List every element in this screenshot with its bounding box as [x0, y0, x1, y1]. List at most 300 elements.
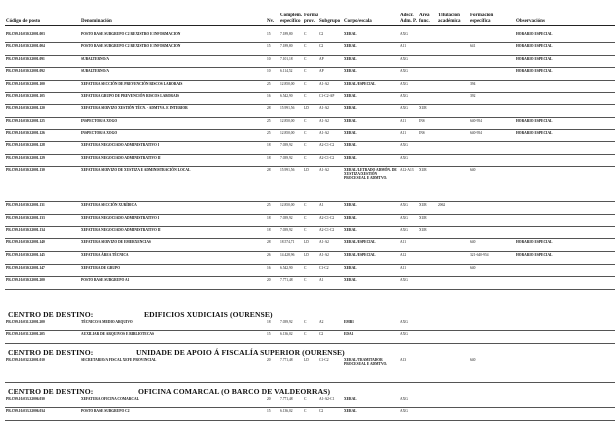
cell-adscr: AXG	[399, 142, 418, 155]
table-row	[5, 93, 615, 105]
cell-corpo: XERAL	[343, 93, 399, 105]
cell-denominacion: POSTO BASE SUBGRUPO C2 REXISTRO E INFORMACION	[80, 31, 266, 43]
cell-nv: 15	[266, 331, 279, 344]
cell-area	[418, 331, 437, 344]
cell-formacion: 640	[469, 239, 515, 252]
cell-forma: C	[303, 56, 318, 68]
cell-denominacion: POSTO BASE SUBGRUPO C2	[80, 408, 266, 421]
cell-titulacion	[437, 68, 469, 81]
cell-area	[418, 155, 437, 167]
cell-area	[418, 56, 437, 68]
cell-adscr: A11	[399, 118, 418, 130]
cell-forma: C	[303, 227, 318, 239]
cell-area	[418, 408, 437, 421]
cell-observacions	[515, 227, 615, 239]
section-title	[8, 348, 345, 357]
cell-formacion	[469, 277, 515, 290]
header-corpo: Corpo/escala	[343, 13, 399, 26]
cell-complem: 6.136,02	[279, 408, 303, 421]
cell-adscr: AXG	[399, 215, 418, 227]
cell-forma: C	[303, 408, 318, 421]
cell-formacion	[469, 215, 515, 227]
table-row	[5, 396, 615, 408]
cell-formacion	[469, 408, 515, 421]
cell-forma: C	[303, 202, 318, 215]
header-formacion: Formación específica	[469, 13, 515, 26]
cell-nv: 25	[266, 130, 279, 142]
cell-subgrupo: A2	[318, 319, 343, 331]
cell-codigo: PR.C99.10.030.32001.126	[5, 130, 80, 142]
cell-observacions: HORARIO ESPECIAL	[515, 68, 615, 81]
cell-titulacion	[437, 105, 469, 118]
cell-titulacion	[437, 31, 469, 43]
cell-area	[418, 277, 437, 290]
cell-observacions	[515, 202, 615, 215]
cell-complem: 18.574,71	[279, 239, 303, 252]
cell-codigo: PR.C99.10.033.32006.030	[5, 396, 80, 408]
cell-denominacion: SUBALTERNO/A	[80, 68, 266, 81]
cell-observacions	[515, 357, 615, 383]
cell-nv: 18	[266, 215, 279, 227]
cell-nv: 20	[266, 357, 279, 383]
cell-codigo: PR.C99.10.030.32001.145	[5, 252, 80, 265]
cell-complem: 6.542,90	[279, 265, 303, 277]
section-label: CENTRO DE DESTINO:	[8, 310, 94, 319]
cell-complem: 6.542,90	[279, 93, 303, 105]
cell-denominacion: XEFATURA SERVIZO DE XUSTIZA E ADMINISTRACIÓN LOCAL	[80, 167, 266, 202]
cell-codigo: PR.C99.10.030.32001.130	[5, 167, 80, 202]
cell-area: XUR	[418, 167, 437, 202]
cell-formacion	[469, 142, 515, 155]
cell-forma: LD	[303, 239, 318, 252]
cell-titulacion	[437, 56, 469, 68]
cell-corpo: XERAL	[343, 155, 399, 167]
table-row	[5, 357, 615, 383]
cell-nv: 15	[266, 43, 279, 56]
cell-complem: 15.991,56	[279, 105, 303, 118]
cell-corpo: XERAL	[343, 31, 399, 43]
cell-corpo: XERAL	[343, 130, 399, 142]
header-subgrupo: Subgrupo	[318, 13, 343, 26]
cell-adscr: AXG	[399, 105, 418, 118]
cell-nv: 28	[266, 105, 279, 118]
section-name: EDIFICIOS XUDICIAIS (OURENSE)	[144, 310, 273, 319]
cell-complem: 7.771,48	[279, 396, 303, 408]
cell-complem: 7.771,48	[279, 357, 303, 383]
table-row	[5, 319, 615, 331]
cell-codigo: PR.C99.10.031.32001.200	[5, 319, 80, 331]
cell-formacion: 394	[469, 81, 515, 93]
cell-denominacion: XEFATURA OFICINA COMARCAL	[80, 396, 266, 408]
table-row	[5, 130, 615, 142]
cell-complem: 12.850,00	[279, 202, 303, 215]
cell-corpo: XERAL	[343, 408, 399, 421]
cell-denominacion: XEFATURA NEGOCIADO ADMINISTRATIVO I	[80, 142, 266, 155]
cell-codigo: PR.C99.10.030.32001.133	[5, 215, 80, 227]
cell-adscr: AXG	[399, 155, 418, 167]
cell-area	[418, 252, 437, 265]
section-label: CENTRO DE DESTINO:	[8, 348, 94, 357]
cell-adscr: AXG	[399, 68, 418, 81]
section-title	[8, 310, 273, 319]
header-adscr: Adscr. Adm. P.	[400, 13, 417, 24]
cell-formacion	[469, 319, 515, 331]
cell-titulacion	[437, 396, 469, 408]
cell-forma: LD	[303, 167, 318, 202]
cell-formacion: 640-954	[469, 130, 515, 142]
cell-adscr: AXG	[399, 81, 418, 93]
cell-titulacion	[437, 81, 469, 93]
cell-observacions	[515, 396, 615, 408]
cell-adscr: A11	[399, 130, 418, 142]
cell-denominacion: INSPECTOR/A XOGO	[80, 130, 266, 142]
cell-complem: 7.771,48	[279, 277, 303, 290]
cell-formacion	[469, 56, 515, 68]
cell-adscr: AXG	[399, 331, 418, 344]
cell-forma: C	[303, 277, 318, 290]
cell-observacions	[515, 167, 615, 202]
table-row	[5, 68, 615, 81]
cell-codigo: PR.C99.10.030.32001.140	[5, 239, 80, 252]
cell-adscr: A12-A13	[399, 167, 418, 202]
cell-nv: 15	[266, 31, 279, 43]
cell-observacions: HORARIO ESPECIAL	[515, 56, 615, 68]
cell-subgrupo: A1-A2-C1	[318, 396, 343, 408]
cell-corpo: XERAL/LETRADO ADMÓN. DE XUSTIZA/XESTIÓN PROCESUAL E ADMTVO.	[343, 167, 399, 202]
position-table	[5, 357, 615, 383]
cell-titulacion	[437, 227, 469, 239]
cell-denominacion: POSTO BASE SUBGRUPO C2 REXISTRO E INFORMACION	[80, 43, 266, 56]
table-row	[5, 252, 615, 265]
cell-area	[418, 396, 437, 408]
cell-titulacion	[437, 265, 469, 277]
cell-adscr: AXG	[399, 93, 418, 105]
cell-complem: 12.850,00	[279, 118, 303, 130]
cell-observacions	[515, 93, 615, 105]
header-area: Área func.	[418, 13, 437, 26]
cell-codigo: PR.C99.10.033.32006.034	[5, 408, 80, 421]
cell-codigo: PR.C99.10.030.32001.092	[5, 68, 80, 81]
cell-nv: 18	[266, 155, 279, 167]
cell-corpo: XERAL/ESPECIAL	[343, 81, 399, 93]
cell-formacion	[469, 31, 515, 43]
cell-titulacion	[437, 130, 469, 142]
table-row	[5, 142, 615, 155]
cell-area	[418, 31, 437, 43]
cell-area: INS	[418, 118, 437, 130]
cell-nv: 20	[266, 396, 279, 408]
cell-titulacion	[437, 167, 469, 202]
cell-formacion: 640	[469, 357, 515, 383]
cell-formacion	[469, 227, 515, 239]
cell-subgrupo: A2-C1-C2	[318, 155, 343, 167]
cell-subgrupo: C2	[318, 331, 343, 344]
cell-subgrupo: C2	[318, 43, 343, 56]
cell-complem: 14.428,96	[279, 252, 303, 265]
cell-observacions	[515, 265, 615, 277]
cell-titulacion	[437, 277, 469, 290]
cell-area: XUR	[418, 105, 437, 118]
cell-subgrupo: C1-C2	[318, 265, 343, 277]
position-table	[5, 319, 615, 344]
cell-adscr: AXG	[399, 277, 418, 290]
cell-adscr: A11	[399, 265, 418, 277]
cell-denominacion: XEFATURA NEGOCIADO ADMINISTRATIVO II	[80, 155, 266, 167]
cell-denominacion: XEFATURA SERVIZO DE EMERXENCIAS	[80, 239, 266, 252]
cell-forma: C	[303, 93, 318, 105]
section-title	[8, 387, 331, 396]
cell-observacions	[515, 105, 615, 118]
cell-subgrupo: C2	[318, 408, 343, 421]
cell-forma: C	[303, 396, 318, 408]
section-name: OFICINA COMARCAL (O BARCO DE VALDEORRAS)	[138, 387, 331, 396]
cell-forma: C	[303, 331, 318, 344]
cell-forma: C	[303, 319, 318, 331]
cell-observacions: HORARIO ESPECIAL	[515, 43, 615, 56]
cell-codigo: PR.C99.10.030.32001.128	[5, 142, 80, 155]
table-row	[5, 215, 615, 227]
cell-area	[418, 81, 437, 93]
cell-nv: 26	[266, 252, 279, 265]
header-denominacion: Denominación	[80, 13, 266, 26]
table-row	[5, 56, 615, 68]
cell-subgrupo: A1-A2	[318, 252, 343, 265]
table-row	[5, 227, 615, 239]
cell-area: XUR	[418, 202, 437, 215]
cell-observacions: HORARIO ESPECIAL	[515, 118, 615, 130]
cell-titulacion	[437, 319, 469, 331]
cell-denominacion: XEFATURA SECCIÓN XURÍDICA	[80, 202, 266, 215]
cell-subgrupo: A1-A2	[318, 105, 343, 118]
cell-denominacion: SECRETARIO/A FISCAL XEFE PROVINCIAL	[80, 357, 266, 383]
cell-codigo: PR.C99.10.030.32001.131	[5, 202, 80, 215]
cell-observacions	[515, 331, 615, 344]
cell-codigo: PR.C99.10.030.32001.129	[5, 155, 80, 167]
cell-area	[418, 142, 437, 155]
cell-formacion: 640	[469, 265, 515, 277]
cell-complem: 7.189,80	[279, 43, 303, 56]
cell-area	[418, 43, 437, 56]
cell-corpo: XERAL	[343, 105, 399, 118]
cell-denominacion: AUXILIAR DE ARQUIVOS E BIBLIOTECAS	[80, 331, 266, 344]
cell-subgrupo: A1-A2	[318, 130, 343, 142]
header-observacions: Observacións	[515, 13, 615, 26]
cell-formacion: 641	[469, 43, 515, 56]
cell-subgrupo: AP	[318, 56, 343, 68]
table-row	[5, 408, 615, 421]
cell-titulacion	[437, 93, 469, 105]
cell-titulacion	[437, 357, 469, 383]
cell-forma: C	[303, 31, 318, 43]
cell-observacions	[515, 142, 615, 155]
cell-observacions	[515, 408, 615, 421]
cell-nv: 28	[266, 167, 279, 202]
cell-nv: 16	[266, 93, 279, 105]
cell-area	[418, 265, 437, 277]
cell-formacion	[469, 155, 515, 167]
cell-titulacion	[437, 239, 469, 252]
cell-corpo: XERAL	[343, 227, 399, 239]
section-name: UNIDADE DE APOIO Á FISCALÍA SUPERIOR (OURENSE)	[136, 348, 345, 357]
cell-corpo: XERAL	[343, 277, 399, 290]
cell-forma: C	[303, 118, 318, 130]
cell-nv: 20	[266, 277, 279, 290]
cell-adscr: AXG	[399, 31, 418, 43]
cell-observacions: HORARIO ESPECIAL	[515, 31, 615, 43]
cell-denominacion: XEFATURA DE GRUPO	[80, 265, 266, 277]
cell-area	[418, 93, 437, 105]
cell-formacion: 321-640-954	[469, 252, 515, 265]
table-row	[5, 155, 615, 167]
cell-denominacion: TÉCNICO/A MEDIO ARQUIVO	[80, 319, 266, 331]
cell-adscr: AXG	[399, 319, 418, 331]
cell-titulacion	[437, 408, 469, 421]
cell-corpo: XERAL	[343, 68, 399, 81]
cell-subgrupo: A2-C1-C2	[318, 227, 343, 239]
cell-denominacion: XEFATURA SECCIÓN DE PREVENCIÓN RISCOS LABORAIS	[80, 81, 266, 93]
cell-complem: 12.850,00	[279, 81, 303, 93]
cell-nv: 25	[266, 81, 279, 93]
cell-denominacion: XEFATURA SERVIZO XESTIÓN TÉCN. - ADMTVA. E INTERIOR	[80, 105, 266, 118]
cell-corpo: XERAL	[343, 142, 399, 155]
cell-formacion	[469, 105, 515, 118]
cell-nv: 18	[266, 227, 279, 239]
cell-area	[418, 68, 437, 81]
cell-corpo: EMB1	[343, 319, 399, 331]
cell-adscr: A13	[399, 357, 418, 383]
cell-titulacion	[437, 155, 469, 167]
cell-corpo: XERAL	[343, 215, 399, 227]
header-complem: Complem. específico	[280, 13, 303, 24]
header-codigo: Código de posto	[5, 13, 80, 26]
cell-nv: 25	[266, 202, 279, 215]
cell-forma: C	[303, 68, 318, 81]
cell-corpo: XERAL/ESPECIAL	[343, 252, 399, 265]
cell-adscr: A11	[399, 239, 418, 252]
cell-forma: C	[303, 130, 318, 142]
cell-nv: 18	[266, 319, 279, 331]
cell-subgrupo: A1	[318, 202, 343, 215]
cell-nv: 28	[266, 239, 279, 252]
cell-denominacion: XEFATURA NEGOCIADO ADMINISTRATIVO I	[80, 215, 266, 227]
cell-forma: LD	[303, 252, 318, 265]
cell-corpo: XERAL	[343, 118, 399, 130]
cell-complem: 7.039,92	[279, 319, 303, 331]
cell-corpo: XERAL/TRAMITADOR PROCESUAL E ADMTVO.	[343, 357, 399, 383]
cell-area: INS	[418, 130, 437, 142]
cell-denominacion: SUBALTERNO/A	[80, 56, 266, 68]
table-row	[5, 43, 615, 56]
table-row	[5, 331, 615, 344]
table-row	[5, 81, 615, 93]
cell-area	[418, 239, 437, 252]
position-table	[5, 31, 615, 290]
cell-corpo: XERAL	[343, 396, 399, 408]
cell-corpo: XERAL	[343, 43, 399, 56]
cell-codigo: PR.C99.10.030.32001.120	[5, 105, 80, 118]
cell-adscr: AXG	[399, 56, 418, 68]
position-table	[5, 396, 615, 421]
cell-adscr: AXG	[399, 396, 418, 408]
cell-complem: 7.039,92	[279, 155, 303, 167]
section-label: CENTRO DE DESTINO:	[8, 387, 94, 396]
cell-subgrupo: A1-A2	[318, 167, 343, 202]
cell-subgrupo: C1-C2-AP	[318, 93, 343, 105]
cell-codigo: PR.C99.10.032.32001.010	[5, 357, 80, 383]
cell-codigo: PR.C99.10.030.32001.100	[5, 81, 80, 93]
cell-forma: C	[303, 43, 318, 56]
cell-denominacion: XEFATURA ÁREA TÉCNICA	[80, 252, 266, 265]
cell-complem: 7.039,92	[279, 215, 303, 227]
cell-nv: 16	[266, 265, 279, 277]
table-row	[5, 118, 615, 130]
cell-subgrupo: A1-A2	[318, 118, 343, 130]
cell-complem: 7.189,80	[279, 31, 303, 43]
cell-area	[418, 319, 437, 331]
cell-subgrupo: A1	[318, 277, 343, 290]
cell-adscr: AXG	[399, 408, 418, 421]
cell-formacion	[469, 68, 515, 81]
cell-subgrupo: AP	[318, 68, 343, 81]
cell-complem: 12.850,00	[279, 130, 303, 142]
column-header	[5, 13, 615, 26]
cell-complem: 6.114,52	[279, 68, 303, 81]
cell-area: XUR	[418, 227, 437, 239]
cell-corpo: XERAL/ESPECIAL	[343, 239, 399, 252]
cell-subgrupo: C2	[318, 31, 343, 43]
cell-nv: 10	[266, 68, 279, 81]
cell-subgrupo: A2-C1-C2	[318, 142, 343, 155]
cell-codigo: PR.C99.10.030.32001.200	[5, 277, 80, 290]
cell-codigo: PR.C99.10.030.32001.004	[5, 43, 80, 56]
cell-subgrupo: A1-A2	[318, 239, 343, 252]
cell-codigo: PR.C99.10.030.32001.105	[5, 93, 80, 105]
cell-formacion	[469, 331, 515, 344]
cell-corpo: EDA1	[343, 331, 399, 344]
cell-area: XUR	[418, 215, 437, 227]
cell-subgrupo: A1-A2	[318, 81, 343, 93]
cell-nv: 15	[266, 408, 279, 421]
cell-complem: 15.991,56	[279, 167, 303, 202]
cell-formacion: 640	[469, 167, 515, 202]
cell-denominacion: POSTO BASE SUBGRUPO A1	[80, 277, 266, 290]
cell-forma: C	[303, 142, 318, 155]
cell-formacion: 640-954	[469, 118, 515, 130]
cell-observacions: HORARIO ESPECIAL	[515, 252, 615, 265]
table-row	[5, 31, 615, 43]
header-nv: Nv.	[266, 13, 279, 26]
cell-codigo: PR.C99.10.030.32001.003	[5, 31, 80, 43]
cell-subgrupo: A2-C1-C2	[318, 215, 343, 227]
header-forma: Forma prov.	[304, 13, 318, 24]
cell-codigo: PR.C99.10.031.32001.205	[5, 331, 80, 344]
cell-forma: LD	[303, 357, 318, 383]
cell-formacion: 392	[469, 93, 515, 105]
cell-codigo: PR.C99.10.030.32001.147	[5, 265, 80, 277]
cell-adscr: AXG	[399, 202, 418, 215]
cell-corpo: XERAL	[343, 56, 399, 68]
cell-observacions: HORARIO ESPECIAL	[515, 130, 615, 142]
cell-titulacion	[437, 252, 469, 265]
cell-titulacion	[437, 215, 469, 227]
table-row	[5, 105, 615, 118]
cell-forma: C	[303, 215, 318, 227]
cell-titulacion	[437, 43, 469, 56]
cell-titulacion	[437, 142, 469, 155]
cell-corpo: XERAL	[343, 265, 399, 277]
cell-complem: 7.039,92	[279, 227, 303, 239]
cell-adscr: A12	[399, 252, 418, 265]
